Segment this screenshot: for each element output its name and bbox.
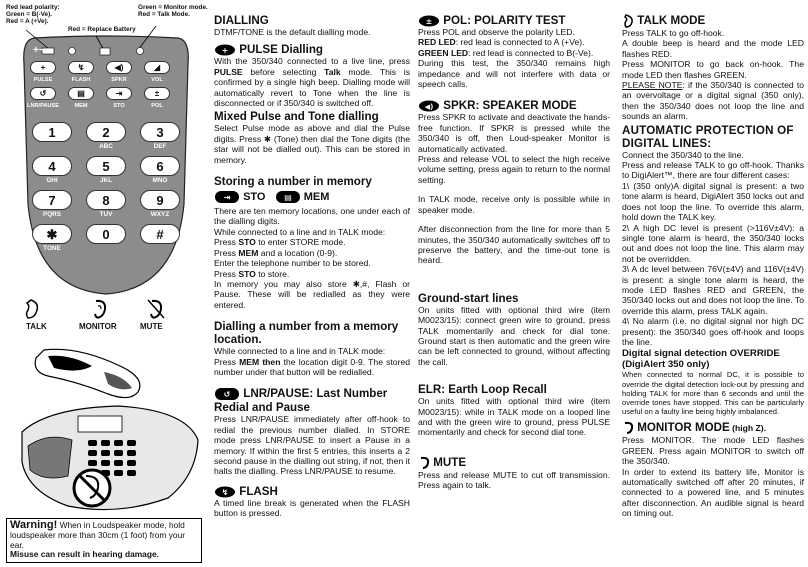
monitor-heading: MONITOR MODE (high Z).: [622, 421, 804, 435]
warning-body: When in Loudspeaker mode, hold loudspeaker more than 30cm (1 foot) from your ear.: [10, 520, 186, 550]
mute-icon: [418, 456, 430, 470]
dialling-heading: DIALLING: [214, 14, 269, 27]
talk-text-1: Press TALK to go off-hook.: [622, 28, 725, 38]
svg-text:⇥: ⇥: [223, 193, 231, 203]
talk-text-2: A double beep is heard and the mode LED flashes RED.: [622, 38, 804, 59]
spkr-text-3: In TALK mode, receive only is possible while in speaker mode.: [418, 194, 610, 215]
polarity-legend: Red lead polarity: Green = B(-Ve). Red = A (+Ve).: [6, 4, 60, 25]
dialling-text: DTMF/TONE is the default dialling mode.: [214, 27, 371, 37]
store-icons: ⇥ STO ▤ MEM: [214, 190, 410, 204]
volume-key-label: VOL: [151, 77, 163, 83]
store-text-7: In memory you may also store ✱,#, Flash or Pause. These will be redialled as they were entered.: [214, 278, 410, 310]
auto-text-1: Connect the 350/340 to the line.: [622, 149, 744, 160]
svg-text:↺: ↺: [223, 390, 231, 400]
lnr-heading: ↺ LNR/PAUSE: Last Number Redial and Pause: [214, 387, 388, 415]
speaker-icon: [418, 100, 440, 112]
elr-text: On units fitted with optional third wire (item M0023/15): while in TALK mode on a looped line and with the green wire to ground, press PULSE momentarily and check for second dial tone.: [418, 396, 610, 438]
lnr-pause-icon: [214, 387, 240, 401]
digit-letters-6: MNO: [152, 177, 168, 184]
monitor-text-1: Press MONITOR. The mode LED flashes GREEN. Press again MONITOR to switch off the 350/340.: [622, 435, 804, 467]
digit-letters-3: DEF: [153, 143, 167, 150]
tone-label: TONE: [43, 245, 61, 252]
talk-text-3: Press MONITOR to go back on-hook. The mode LED then flashes GREEN.: [622, 59, 804, 80]
svg-text:◀): ◀): [424, 103, 434, 112]
spkr-text-2: Press and release VOL to select the high receive volume setting, press again to return to the normal setting.: [418, 154, 610, 185]
store-text-1: There are ten memory locations, one under each of the dialling digits.: [214, 206, 410, 227]
pol-key-label: POL: [151, 103, 163, 109]
keypad-illustration: [6, 4, 206, 304]
star-key[interactable]: ✱: [32, 224, 72, 244]
pol-text-green: GREEN LED: red lead is connected to B(-Ve).: [418, 47, 594, 58]
pulse-text: With the 350/340 connected to a live line, press PULSE before selecting Talk mode. This is confirmed by a single high beep. Dialling mode will automatically revert to Tone when the line is disconnected or if 350/340 is switched off.: [214, 56, 410, 109]
spkr-text-4: After disconnection from the line for more than 5 minutes, the 350/340 automatically switches off to preserve the battery, and the time-out tone is heard.: [418, 224, 610, 266]
spkr-text-1: Press SPKR to activate and deactivate the hands-free function. If SPKR is pressed while the 350/340 is off, then Loud-speaker Monitor is automatically activated.: [418, 112, 610, 154]
hash-key[interactable]: #: [140, 224, 180, 244]
talk-icon: [622, 14, 634, 28]
mem-key[interactable]: ▤: [68, 87, 94, 100]
speaker-key[interactable]: ◀): [106, 61, 132, 74]
dial-memory-text-1: While connected to a line and in TALK mode:: [214, 346, 386, 357]
svg-text:↯: ↯: [221, 487, 229, 497]
store-text-3: Press STO to enter STORE mode.: [214, 237, 346, 248]
sto-icon: [214, 190, 240, 204]
elr-heading: ELR: Earth Loop Recall: [418, 383, 547, 397]
digit-key-5[interactable]: 5: [86, 156, 126, 176]
volume-key[interactable]: ◢: [144, 61, 170, 74]
store-text-5: Enter the telephone number to be stored.: [214, 258, 371, 269]
pol-key[interactable]: ±: [144, 87, 170, 100]
svg-text:±: ±: [425, 16, 433, 26]
mixed-heading: Mixed Pulse and Tone dialling: [214, 110, 379, 124]
digit-key-0[interactable]: 0: [86, 224, 126, 244]
sto-key[interactable]: ⇥: [106, 87, 132, 100]
warning-box: [6, 518, 202, 563]
override-text: When connected to normal DC, it is possible to override the digital detection lock-out by pressing and holding TALK for more than 6 seconds and until the override tones have stopped. This can be particularly useful on a faulty line being highly imbalanced.: [622, 370, 804, 417]
mode-legend: Green = Monitor mode. Red = Talk Mode.: [138, 4, 208, 18]
battery-legend: Red = Replace Battery: [68, 26, 136, 33]
lnr-pause-key[interactable]: ↺: [30, 87, 56, 100]
digit-letters-2: ABC: [99, 143, 113, 150]
svg-text:+: +: [221, 46, 229, 56]
svg-text:▤: ▤: [283, 193, 292, 203]
dial-memory-text-2: Press MEM then the location digit 0-9. The stored number under that button will be redialled.: [214, 356, 411, 377]
monitor-mode-icon: [90, 298, 108, 320]
mute-mode-icon: [146, 298, 166, 320]
spkr-heading: ◀) SPKR: SPEAKER MODE: [418, 99, 610, 112]
pulse-key[interactable]: +: [30, 61, 56, 74]
product-illustration: [8, 336, 204, 516]
pol-text-1: Press POL and observe the polarity LED.: [418, 27, 575, 37]
sto-key-label: STO: [113, 103, 125, 109]
mixed-text: Select Pulse mode as above and dial the Pulse digits. Press ✱ (Tone) then dial the Tone digits (the star will not be dialled out). This can be stored in memory.: [214, 123, 410, 165]
flash-text: A timed line break is generated when the FLASH button is pressed.: [214, 497, 410, 519]
flash-icon: [214, 486, 236, 498]
pol-icon: [418, 15, 440, 27]
mute-text: Press and release MUTE to cut off transmission. Press again to talk.: [418, 469, 610, 491]
mute-heading: MUTE: [418, 456, 610, 470]
auto-case-1: 1\ (350 only)A digital signal is present: a two tone alarm is heard, DigiAlert 350 locks out and does not loop the line. To override this alarm, hold down the TALK key.: [622, 180, 804, 223]
talk-mode-icon: [22, 298, 40, 320]
store-text-2: While connected to a line and in TALK mode:: [214, 226, 386, 237]
monitor-label: MONITOR: [79, 322, 117, 331]
talk-note: PLEASE NOTE: if the 350/340 is connected to an overvoltage or a digital signal (350 only), then the 350/340 does not loop the line and sounds an alarm.: [622, 80, 804, 122]
mode-icons: [6, 296, 206, 336]
flash-key-label: FLASH: [71, 77, 91, 83]
digit-key-6[interactable]: 6: [140, 156, 180, 176]
pol-heading: ± POL: POLARITY TEST: [418, 14, 610, 27]
digit-letters-8: TUV: [99, 211, 113, 218]
lnr-text: Press LNR/PAUSE immediately after off-hook to redial the previous number dialled. In STORE mode press LNR/PAUSE to insert a Pause in a memory. If within the first 5 entries, this inserts a 2 second pause in the dialling out string, if not, then it halts the dialling. Press LNR/PAUSE to resume.: [214, 414, 410, 477]
digit-letters-9: WXYZ: [150, 211, 170, 218]
monitor-text-2: In order to extend its battery life, Monitor is automatically switched off after 20 minutes, if connected to a powered line, and 5 minutes after disconnection. An audible signal is heard on timing out.: [622, 466, 804, 519]
digit-key-9[interactable]: 9: [140, 190, 180, 210]
digit-letters-7: PQRS: [42, 211, 62, 218]
dial-memory-heading: Dialling a number from a memory location.: [214, 320, 399, 347]
digit-key-3[interactable]: 3: [140, 122, 180, 142]
flash-key[interactable]: ↯: [68, 61, 94, 74]
monitor-icon: [622, 421, 634, 435]
digit-key-1[interactable]: 1: [32, 122, 72, 142]
ground-start-heading: Ground-start lines: [418, 291, 519, 305]
override-heading: Digital signal detection OVERRIDE (DigiAlert 350 only): [622, 348, 780, 371]
auto-text-2: Press and release TALK to go off-hook. Thanks to DigiAlert™, there are four different cases:: [622, 160, 804, 181]
speaker-key-label: SPKR: [111, 77, 127, 83]
digit-letters-4: GHI: [46, 177, 58, 184]
column-polarity: [418, 14, 610, 491]
digit-key-8[interactable]: 8: [86, 190, 126, 210]
flash-heading: ↯ FLASH: [214, 485, 410, 498]
lnr-pause-key-label: LNR/PAUSE: [27, 103, 59, 109]
column-dialling: [214, 14, 410, 519]
pulse-icon: [214, 44, 236, 56]
store-text-6: Press STO to store.: [214, 268, 290, 279]
mem-key-label: MEM: [74, 103, 88, 109]
column-talk: [622, 14, 804, 519]
talk-heading: TALK MODE: [622, 14, 804, 28]
pulse-heading: + PULSE Dialling: [214, 43, 410, 56]
auto-protection-heading: AUTOMATIC PROTECTION OF DIGITAL LINES:: [622, 123, 794, 150]
digit-key-2[interactable]: 2: [86, 122, 126, 142]
store-heading: Storing a number in memory: [214, 175, 372, 189]
auto-case-2: 2\ A high DC level is present (>116V±4V): a single tone alarm is heard, the 350/340 locks out and does not loop the line. This alarm may not be overridden.: [622, 222, 804, 264]
pulse-key-label: PULSE: [33, 77, 53, 83]
digit-key-4[interactable]: 4: [32, 156, 72, 176]
digit-key-7[interactable]: 7: [32, 190, 72, 210]
auto-case-4: 4\ No alarm (i.e. no digital signal nor high DC present): the 350/340 goes off-hook and loops the line.: [622, 316, 804, 347]
pol-text-2: During this test, the 350/340 remains high impedance and will not interfere with data or speech calls.: [418, 58, 610, 90]
pol-text-red: RED LED: red lead is connected to A (+Ve).: [418, 37, 585, 48]
plus-minus-indicator: +−: [33, 45, 45, 56]
digit-letters-5: JKL: [99, 177, 113, 184]
mute-label: MUTE: [140, 322, 163, 331]
mem-icon: [275, 190, 301, 204]
talk-label: TALK: [26, 322, 47, 331]
warning-title: Warning!: [10, 519, 58, 531]
ground-start-text: On units fitted with optional third wire (item M0023/15): connect green wire to ground, press TALK momentarily and check for dial tone. Ground start is then automatic and the green wire can be left connected to ground, without affecting the call.: [418, 304, 610, 367]
warning-bold: Misuse can result in hearing damage.: [10, 549, 159, 560]
store-text-4: Press MEM and a location (0-9).: [214, 247, 338, 258]
auto-case-3: 3\ A dc level between 76V(±4V) and 116V(±4V) is present: a single tone alarm is heard, the mode LED flashes RED and GREEN, the 350/340 locks out and does not loop the line. To override this alarm, press TALK again.: [622, 264, 804, 316]
